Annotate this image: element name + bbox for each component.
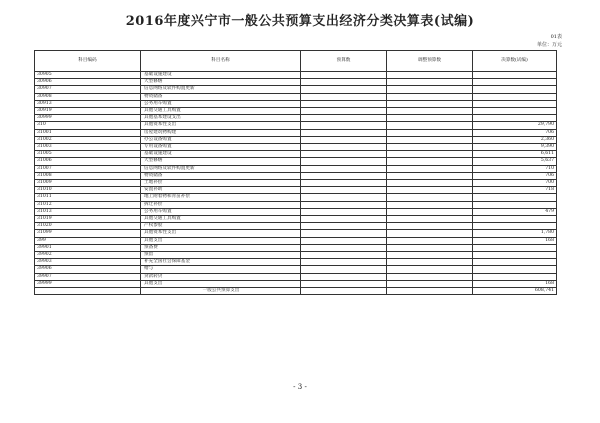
row-adjusted	[387, 158, 473, 165]
row-budget	[301, 230, 387, 237]
row-name: 信息网络及软件购置更新	[141, 165, 301, 172]
row-adjusted	[387, 244, 473, 251]
row-adjusted	[387, 165, 473, 172]
row-adjusted	[387, 122, 473, 129]
row-budget	[301, 151, 387, 158]
row-adjusted	[387, 108, 473, 115]
total-budget	[301, 288, 387, 295]
table-row	[35, 216, 557, 223]
row-final: 29,790	[473, 122, 557, 129]
header-name: 科目名称	[141, 51, 301, 72]
row-budget	[301, 273, 387, 280]
row-code: 31008	[35, 172, 141, 179]
row-budget	[301, 244, 387, 251]
row-name: 其他资本性支出	[141, 122, 301, 129]
row-budget	[301, 165, 387, 172]
total-code	[35, 288, 141, 295]
row-name: 补充全国社会保障基金	[141, 259, 301, 266]
table-row	[35, 259, 557, 266]
row-name: 物资储备	[141, 93, 301, 100]
row-adjusted	[387, 230, 473, 237]
row-name: 其他交通工具购置	[141, 108, 301, 115]
header-final: 决算数(试编)	[473, 51, 557, 72]
row-name: 地上附着物和青苗补偿	[141, 194, 301, 201]
row-final	[473, 201, 557, 208]
row-budget	[301, 259, 387, 266]
row-budget	[301, 129, 387, 136]
row-adjusted	[387, 266, 473, 273]
row-final	[473, 72, 557, 79]
row-adjusted	[387, 86, 473, 93]
row-budget	[301, 180, 387, 187]
table-row	[35, 244, 557, 251]
row-budget	[301, 115, 387, 122]
header-budget: 预算数	[301, 51, 387, 72]
row-final: 706	[473, 129, 557, 136]
row-name: 信息网络及软件购置更新	[141, 86, 301, 93]
total-adjusted	[387, 288, 473, 295]
row-adjusted	[387, 223, 473, 230]
expenditure-table	[34, 50, 557, 295]
row-final: 718	[473, 187, 557, 194]
header-code: 科目编码	[35, 51, 141, 72]
table-row	[35, 72, 557, 79]
table-row	[35, 122, 557, 129]
row-adjusted	[387, 237, 473, 244]
row-budget	[301, 144, 387, 151]
row-budget	[301, 266, 387, 273]
table-row	[35, 172, 557, 179]
table-row	[35, 187, 557, 194]
row-adjusted	[387, 208, 473, 215]
row-adjusted	[387, 93, 473, 100]
table-row	[35, 208, 557, 215]
row-adjusted	[387, 136, 473, 143]
table-row	[35, 273, 557, 280]
row-budget	[301, 100, 387, 107]
row-name: 专用设备购置	[141, 144, 301, 151]
row-code: 30919	[35, 108, 141, 115]
row-adjusted	[387, 216, 473, 223]
row-name: 其他支出	[141, 280, 301, 287]
row-code: 31001	[35, 129, 141, 136]
row-adjusted	[387, 72, 473, 79]
row-code: 39901	[35, 244, 141, 251]
table-row	[35, 223, 557, 230]
document-title: 2016年度兴宁市一般公共预算支出经济分类决算表(试编)	[125, 14, 475, 29]
row-name: 预留	[141, 252, 301, 259]
row-adjusted	[387, 172, 473, 179]
row-code: 31013	[35, 208, 141, 215]
row-final	[473, 266, 557, 273]
row-budget	[301, 252, 387, 259]
row-code: 31012	[35, 201, 141, 208]
table-row	[35, 151, 557, 158]
row-code: 310	[35, 122, 141, 129]
table-row	[35, 115, 557, 122]
row-budget	[301, 122, 387, 129]
row-final	[473, 194, 557, 201]
row-name: 其他基本建设支出	[141, 115, 301, 122]
total-final: 608,741	[473, 288, 557, 295]
row-adjusted	[387, 259, 473, 266]
row-name: 赠与	[141, 266, 301, 273]
row-name: 物资储备	[141, 172, 301, 179]
row-final: 5,637	[473, 158, 557, 165]
row-adjusted	[387, 151, 473, 158]
row-adjusted	[387, 273, 473, 280]
row-final: 700	[473, 180, 557, 187]
row-final: 2,360	[473, 136, 557, 143]
row-name: 办公设备购置	[141, 136, 301, 143]
table-row	[35, 136, 557, 143]
row-budget	[301, 72, 387, 79]
row-code: 30999	[35, 115, 141, 122]
row-final: 710	[473, 165, 557, 172]
row-name: 安置补助	[141, 187, 301, 194]
table-row	[35, 237, 557, 244]
row-adjusted	[387, 180, 473, 187]
row-adjusted	[387, 144, 473, 151]
row-final: 1,780	[473, 230, 557, 237]
table-row	[35, 79, 557, 86]
row-final	[473, 115, 557, 122]
row-budget	[301, 280, 387, 287]
row-code: 31099	[35, 230, 141, 237]
table-row	[35, 144, 557, 151]
row-final	[473, 79, 557, 86]
row-name: 房屋建筑物购建	[141, 129, 301, 136]
table-row	[35, 158, 557, 165]
row-final	[473, 108, 557, 115]
row-code: 31019	[35, 216, 141, 223]
row-final: 479	[473, 208, 557, 215]
row-code: 31002	[35, 136, 141, 143]
unit-label: 单位：万元	[536, 42, 562, 48]
row-code: 30907	[35, 86, 141, 93]
row-adjusted	[387, 201, 473, 208]
row-name: 公务用车购置	[141, 100, 301, 107]
row-budget	[301, 93, 387, 100]
table-row	[35, 194, 557, 201]
row-code: 31010	[35, 187, 141, 194]
row-final	[473, 259, 557, 266]
row-budget	[301, 237, 387, 244]
row-adjusted	[387, 79, 473, 86]
row-adjusted	[387, 187, 473, 194]
table-row	[35, 252, 557, 259]
row-budget	[301, 187, 387, 194]
row-adjusted	[387, 100, 473, 107]
row-name: 大型修缮	[141, 158, 301, 165]
row-code: 30905	[35, 72, 141, 79]
row-code: 30906	[35, 79, 141, 86]
row-final	[473, 252, 557, 259]
row-name: 土地补偿	[141, 180, 301, 187]
table-row	[35, 280, 557, 287]
row-adjusted	[387, 280, 473, 287]
page-number: - 3 -	[293, 383, 307, 391]
row-name: 拆迁补偿	[141, 201, 301, 208]
row-budget	[301, 79, 387, 86]
row-final	[473, 273, 557, 280]
row-code: 39903	[35, 259, 141, 266]
row-name: 预备费	[141, 244, 301, 251]
table-row	[35, 108, 557, 115]
table-row	[35, 129, 557, 136]
row-code: 31005	[35, 151, 141, 158]
row-adjusted	[387, 115, 473, 122]
row-final	[473, 244, 557, 251]
row-adjusted	[387, 252, 473, 259]
total-name: 一般公共预算支出	[141, 288, 301, 295]
table-row	[35, 230, 557, 237]
row-budget	[301, 108, 387, 115]
header-adjusted: 调整预算数	[387, 51, 473, 72]
row-code: 31020	[35, 223, 141, 230]
row-budget	[301, 136, 387, 143]
row-budget	[301, 194, 387, 201]
row-adjusted	[387, 194, 473, 201]
row-code: 39999	[35, 280, 141, 287]
row-final: 9,390	[473, 144, 557, 151]
row-final	[473, 86, 557, 93]
row-code: 31003	[35, 144, 141, 151]
row-final: 706	[473, 172, 557, 179]
table-row	[35, 266, 557, 273]
total-row	[35, 288, 557, 295]
table-row	[35, 100, 557, 107]
row-code: 399	[35, 237, 141, 244]
row-name: 其他支出	[141, 237, 301, 244]
table-row	[35, 93, 557, 100]
row-budget	[301, 172, 387, 179]
row-name: 大型修缮	[141, 79, 301, 86]
row-final	[473, 93, 557, 100]
row-final: 168	[473, 280, 557, 287]
row-budget	[301, 208, 387, 215]
table-row	[35, 201, 557, 208]
row-code: 31009	[35, 180, 141, 187]
row-code: 31006	[35, 158, 141, 165]
row-code: 39902	[35, 252, 141, 259]
row-name: 其他资本性支出	[141, 230, 301, 237]
row-final: 6,611	[473, 151, 557, 158]
row-code: 31011	[35, 194, 141, 201]
table-row	[35, 86, 557, 93]
row-code: 39906	[35, 266, 141, 273]
row-final: 168	[473, 237, 557, 244]
table-number: 01表	[550, 34, 562, 40]
row-budget	[301, 86, 387, 93]
table-body	[35, 72, 557, 295]
table-row	[35, 180, 557, 187]
row-final	[473, 100, 557, 107]
row-name: 公务用车购置	[141, 208, 301, 215]
row-code: 39907	[35, 273, 141, 280]
table-row	[35, 165, 557, 172]
table-header-row	[35, 51, 557, 72]
row-name: 其他交通工具购置	[141, 216, 301, 223]
row-final	[473, 216, 557, 223]
row-name: 基础设施建设	[141, 72, 301, 79]
row-name: 基础设施建设	[141, 151, 301, 158]
row-code: 30913	[35, 100, 141, 107]
row-budget	[301, 158, 387, 165]
row-code: 31007	[35, 165, 141, 172]
row-name: 贷款转贷	[141, 273, 301, 280]
row-name: 产权参股	[141, 223, 301, 230]
row-adjusted	[387, 129, 473, 136]
row-final	[473, 223, 557, 230]
row-budget	[301, 223, 387, 230]
row-budget	[301, 216, 387, 223]
row-budget	[301, 201, 387, 208]
row-code: 30908	[35, 93, 141, 100]
